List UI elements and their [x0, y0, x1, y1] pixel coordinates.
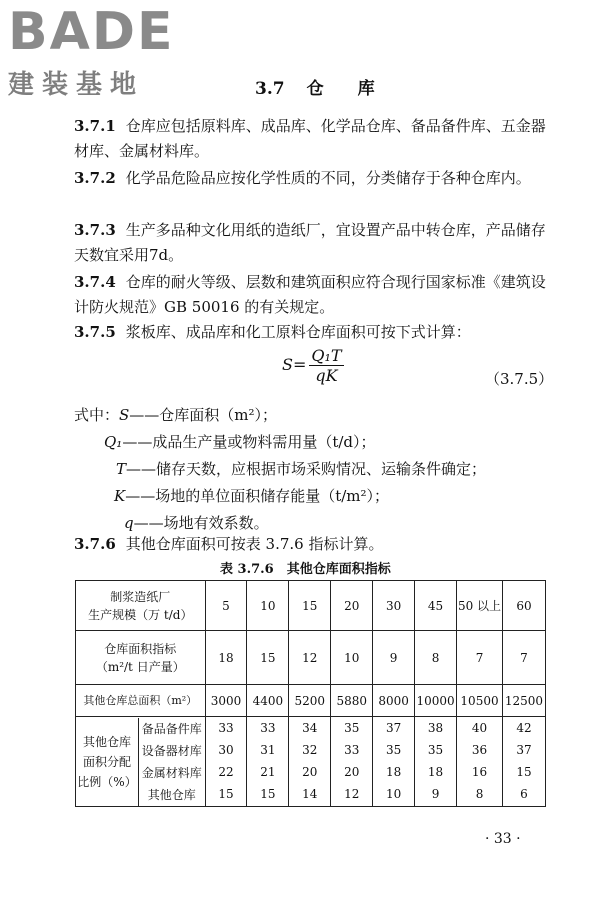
variable-row: [74, 483, 486, 510]
formula-number: （3.7.5）: [485, 370, 554, 388]
value-cell: 15: [502, 761, 545, 783]
variable-symbol: K: [114, 487, 126, 505]
variable-symbol: q: [124, 514, 134, 532]
value-cell: 8000: [373, 685, 415, 717]
section-title-text: 仓库: [306, 79, 409, 99]
ratio-label-cell: [76, 717, 206, 807]
variable-symbol: Q₁: [104, 433, 123, 451]
variable-row: [74, 402, 486, 429]
value-cell: 35: [415, 739, 457, 761]
clause-number: 3.7.2: [74, 169, 116, 187]
paragraph-3-7-1: [74, 114, 552, 164]
formula: [282, 346, 344, 385]
value-cell: 33: [247, 717, 289, 739]
ratio-group-label: 其他仓库 面积分配 比例（%）: [76, 718, 139, 806]
value-cell: 31: [247, 739, 289, 761]
table-row: [76, 631, 546, 685]
table-row: [76, 717, 546, 739]
paragraph-3-7-2: [74, 166, 552, 191]
value-cell: 14: [289, 783, 331, 807]
value-cell: 8: [415, 631, 457, 685]
paragraph-3-7-3: [74, 218, 552, 268]
value-cell: 33: [205, 717, 247, 739]
variables-intro: 式中：: [74, 406, 120, 424]
clause-text: 仓库应包括原料库、成品库、化学品仓库、备品备件库、五金器材库、金属材料库。: [74, 117, 546, 160]
value-cell: 15: [205, 783, 247, 807]
clause-text: 生产多品种文化用纸的造纸厂，宜设置产品中转仓库，产品储存天数宜采用7d。: [74, 221, 546, 264]
section-title: [255, 74, 409, 99]
variable-description: ——场地有效系数。: [133, 514, 269, 532]
value-cell: 12: [289, 631, 331, 685]
value-cell: 9: [415, 783, 457, 807]
value-cell: 7: [457, 631, 503, 685]
clause-text: 其他仓库面积可按表 3.7.6 指标计算。: [125, 535, 384, 553]
value-cell: 7: [502, 631, 545, 685]
value-cell: 8: [457, 783, 503, 807]
value-cell: 10500: [457, 685, 503, 717]
value-cell: 9: [373, 631, 415, 685]
clause-text: 化学品危险品应按化学性质的不同，分类储存于各种仓库内。: [125, 169, 531, 187]
watermark-logo: [8, 4, 175, 101]
clause-text: 仓库的耐火等级、层数和建筑面积应符合现行国家标准《建筑设计防火规范》GB 50016 的有关规定。: [74, 273, 546, 316]
value-cell: 35: [373, 739, 415, 761]
value-cell: 30: [205, 739, 247, 761]
value-cell: 10000: [415, 685, 457, 717]
clause-text: 浆板库、成品库和化工原料仓库面积可按下式计算：: [125, 323, 471, 341]
paragraph-3-7-4: [74, 270, 552, 320]
value-cell: 35: [331, 717, 373, 739]
value-cell: 42: [502, 717, 545, 739]
warehouse-area-table: [75, 580, 546, 807]
clause-number: 3.7.6: [74, 535, 116, 553]
value-cell: 10: [373, 783, 415, 807]
variable-row: [74, 456, 486, 483]
value-cell: 4400: [247, 685, 289, 717]
value-cell: 20: [331, 761, 373, 783]
variable-description: ——储存天数，应根据市场采购情况、运输条件确定；: [126, 460, 487, 478]
ratio-subcategory-labels: [139, 718, 205, 806]
value-cell: 40: [457, 717, 503, 739]
variable-description: ——场地的单位面积储存能量（t/m²）；: [125, 487, 390, 505]
scale-cell: 20: [331, 581, 373, 631]
scale-cell: 60: [502, 581, 545, 631]
value-cell: 18: [205, 631, 247, 685]
formula-denominator: qK: [315, 366, 338, 385]
value-cell: 34: [289, 717, 331, 739]
page-number: · 33 ·: [485, 831, 521, 847]
table-caption: 表 3.7.6 其他仓库面积指标: [220, 562, 391, 577]
value-cell: 15: [247, 783, 289, 807]
value-cell: 12: [331, 783, 373, 807]
paragraph-3-7-6: [74, 532, 552, 557]
formula-numerator: Q₁T: [311, 346, 342, 365]
value-cell: 21: [247, 761, 289, 783]
value-cell: 37: [373, 717, 415, 739]
variable-row: [74, 429, 486, 456]
value-cell: 5880: [331, 685, 373, 717]
value-cell: 16: [457, 761, 503, 783]
watermark-subtitle: 建装基地: [8, 70, 145, 100]
value-cell: 15: [247, 631, 289, 685]
scale-cell: 10: [247, 581, 289, 631]
subcategory-label: 其他仓库: [147, 787, 196, 802]
clause-number: 3.7.5: [74, 323, 116, 341]
subcategory-label: 备品备件库: [141, 721, 202, 736]
subcategory-label: 设备器材库: [141, 743, 202, 758]
value-cell: 37: [502, 739, 545, 761]
paragraph-3-7-5: [74, 320, 552, 345]
header-cell: 其他仓库总面积（m²）: [76, 685, 206, 717]
section-number: 3.7: [255, 79, 285, 99]
value-cell: 36: [457, 739, 503, 761]
scale-cell: 15: [289, 581, 331, 631]
value-cell: 12500: [502, 685, 545, 717]
header-cell: 制浆造纸厂 生产规模（万 t/d）: [76, 581, 206, 631]
value-cell: 18: [373, 761, 415, 783]
table-row: [76, 581, 546, 631]
scale-cell: 50 以上: [457, 581, 503, 631]
value-cell: 33: [331, 739, 373, 761]
value-cell: 3000: [205, 685, 247, 717]
formula-fraction: [309, 346, 343, 385]
value-cell: 10: [331, 631, 373, 685]
value-cell: 6: [502, 783, 545, 807]
value-cell: 18: [415, 761, 457, 783]
formula-lhs: S=: [282, 355, 307, 374]
scale-cell: 5: [205, 581, 247, 631]
clause-number: 3.7.3: [74, 221, 116, 239]
variable-description: ——成品生产量或物料需用量（t/d）；: [122, 433, 376, 451]
value-cell: 5200: [289, 685, 331, 717]
value-cell: 32: [289, 739, 331, 761]
value-cell: 20: [289, 761, 331, 783]
header-cell: 仓库面积指标 （m²/t 日产量）: [76, 631, 206, 685]
subcategory-label: 金属材料库: [141, 765, 202, 780]
variable-description: ——仓库面积（m²）；: [129, 406, 278, 424]
table-row: [76, 685, 546, 717]
value-cell: 22: [205, 761, 247, 783]
variable-symbol: S: [119, 406, 130, 424]
variable-symbol: T: [116, 460, 127, 478]
scale-cell: 30: [373, 581, 415, 631]
scale-cell: 45: [415, 581, 457, 631]
watermark-brand: BADE: [8, 2, 175, 62]
clause-number: 3.7.1: [74, 117, 116, 135]
clause-number: 3.7.4: [74, 273, 116, 291]
variable-definitions: [74, 402, 486, 537]
value-cell: 38: [415, 717, 457, 739]
